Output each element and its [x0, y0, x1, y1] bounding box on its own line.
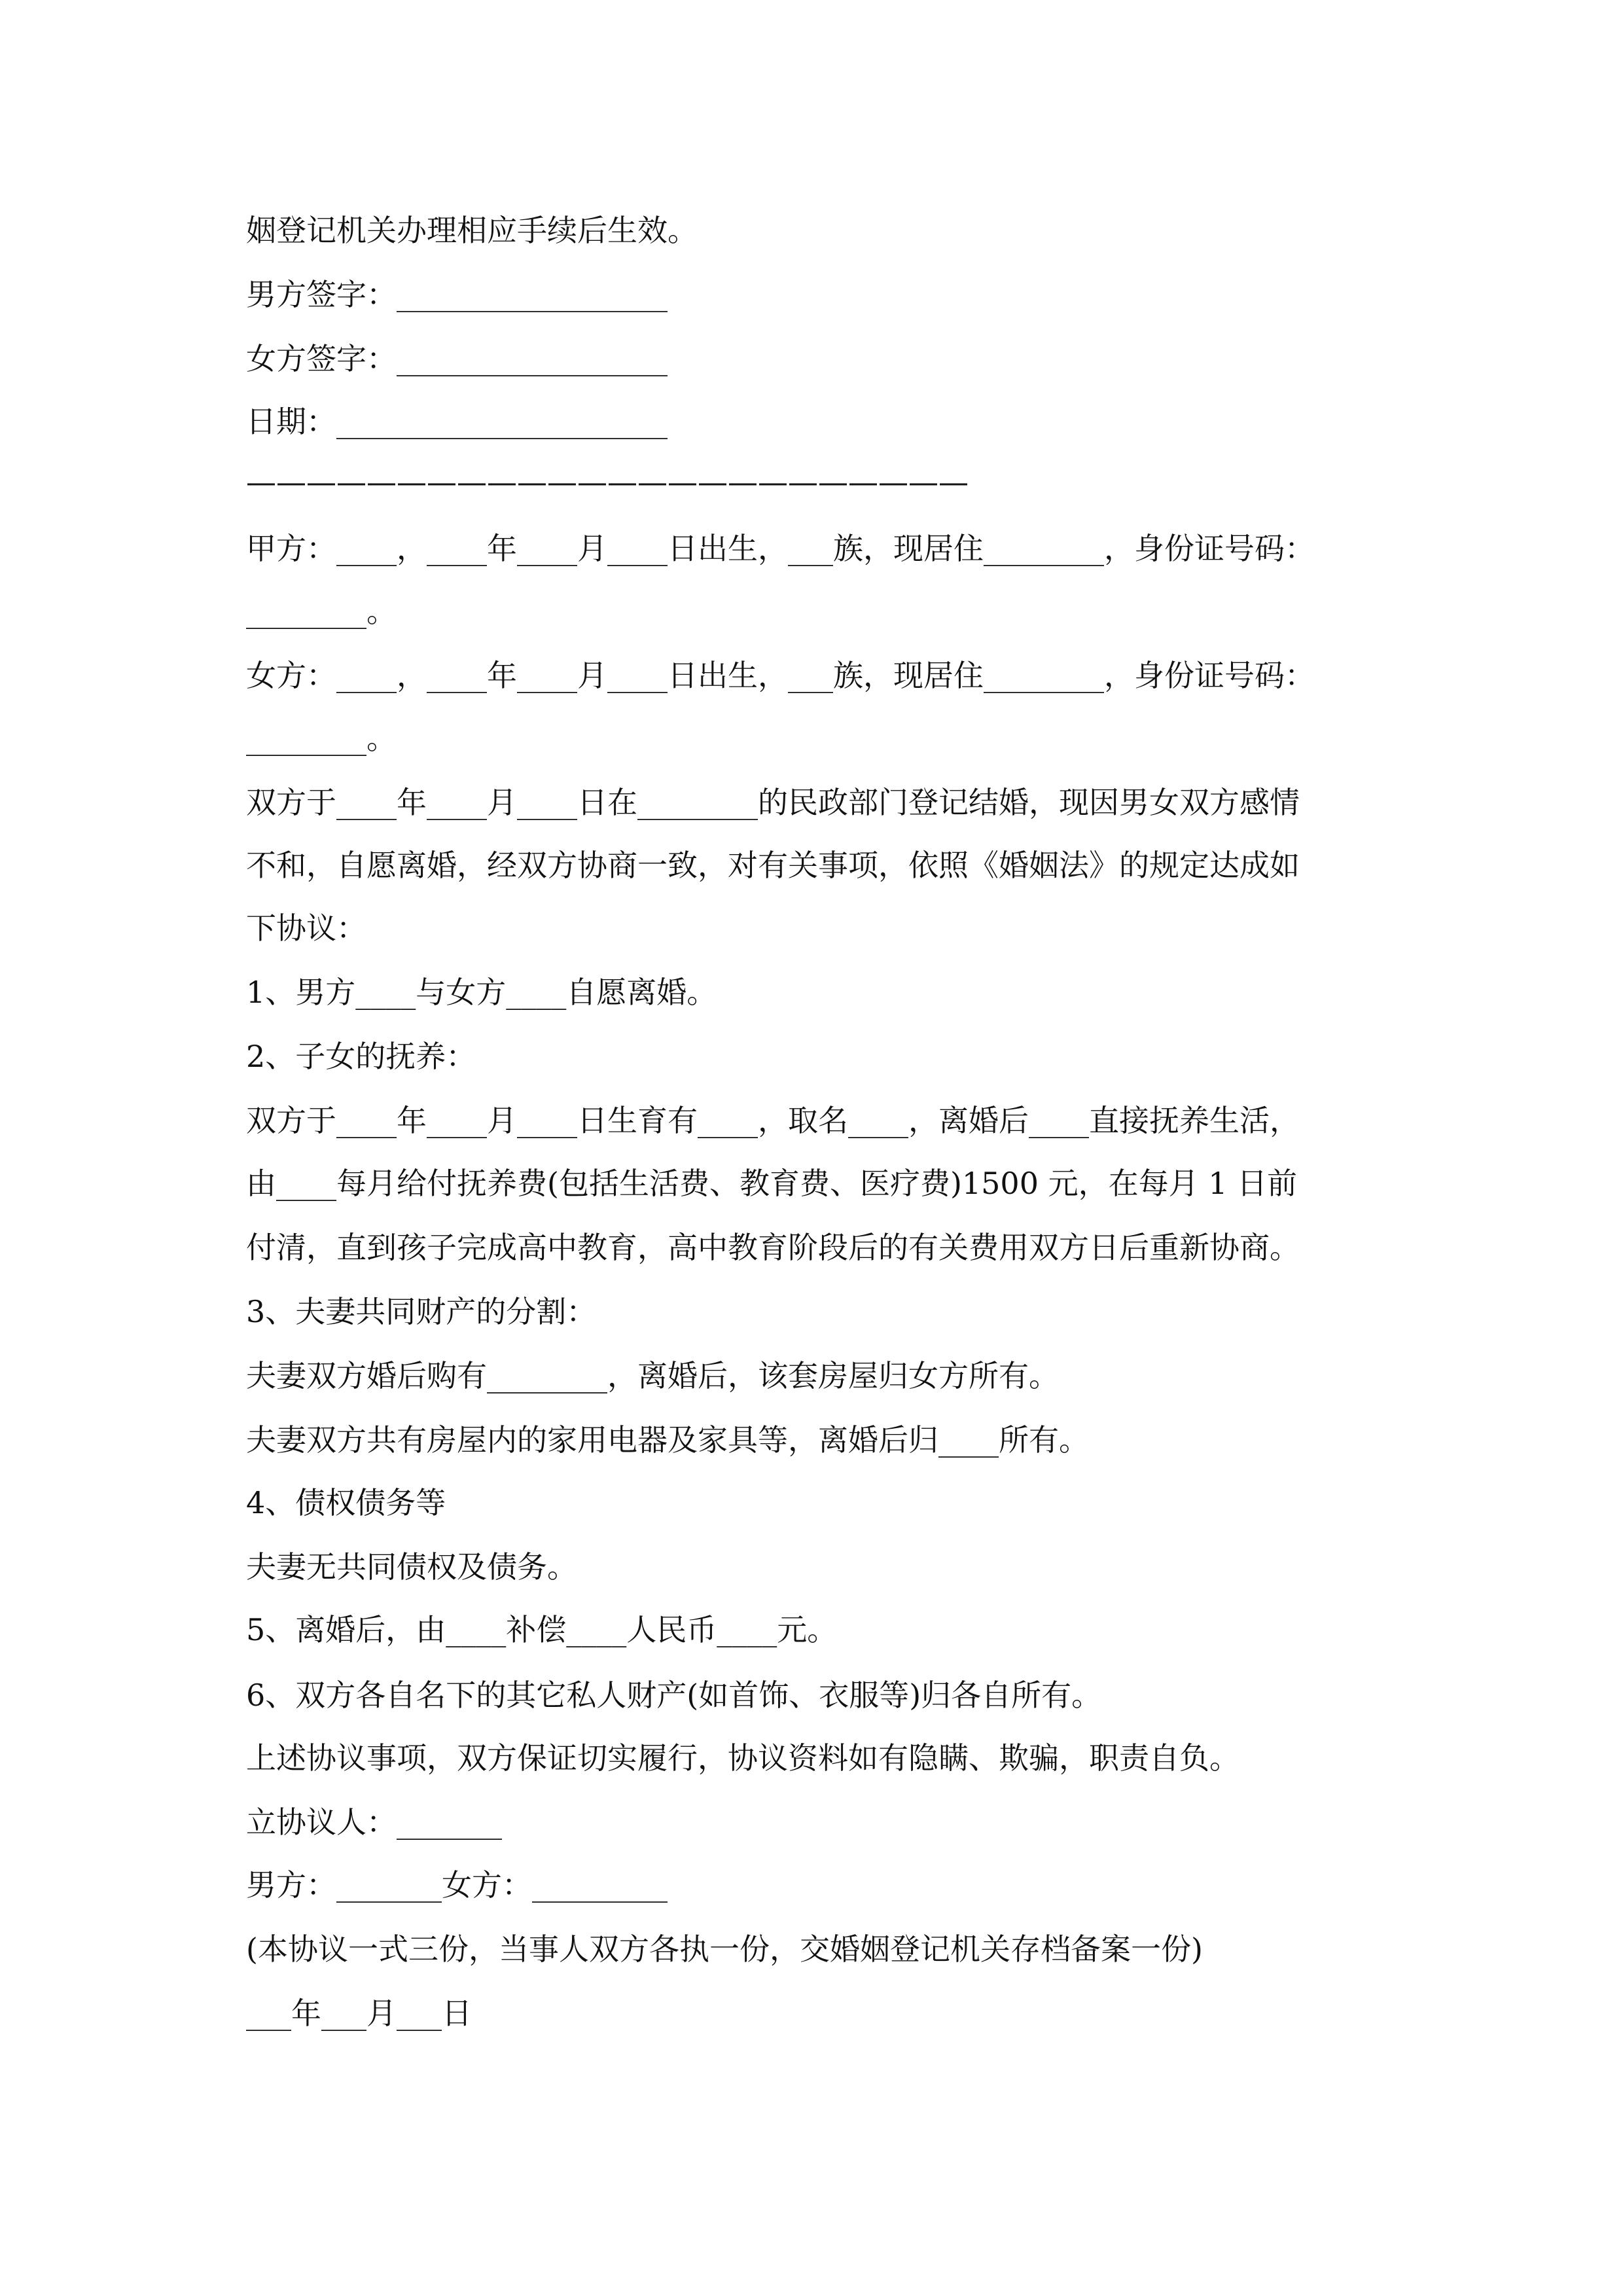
- party-a-info: 甲方：____，____年____月____日出生，___族，现居住________，身份证号码：: [246, 531, 1315, 566]
- male-signature-line: 男方签字：__________________: [246, 277, 668, 312]
- signatory-line: 立协议人：_______: [246, 1804, 502, 1840]
- clause-2-text: 双方于____年____月____日生育有____，取名____，离婚后____直接抚养生活，: [246, 1103, 1300, 1138]
- clause-5: 5、离婚后，由____补偿____人民币____元。: [246, 1612, 838, 1647]
- final-date-line: ___年___月___日: [246, 1996, 472, 2031]
- text-line: 姻登记机关办理相应手续后生效。: [246, 213, 698, 248]
- clause-1: 1、男方____与女方____自愿离婚。: [246, 975, 717, 1010]
- separator-line: ————————————————————————: [246, 464, 969, 499]
- clause-6: 6、双方各自名下的其它私人财产(如首饰、衣服等)归各自所有。: [246, 1677, 1102, 1713]
- clause-3-heading: 3、夫妻共同财产的分割：: [246, 1294, 597, 1329]
- party-a-id: ________。: [246, 594, 397, 629]
- clause-2-heading: 2、子女的抚养：: [246, 1039, 476, 1074]
- preamble-line: 下协议：: [246, 910, 366, 946]
- clause-3-text: 夫妻双方共有房屋内的家用电器及家具等，离婚后归____所有。: [246, 1422, 1089, 1458]
- parties-signature-line: 男方：_______女方：_________: [246, 1867, 668, 1903]
- date-line: 日期：______________________: [246, 404, 668, 439]
- copies-note: (本协议一式三份，当事人双方各执一份，交婚姻登记机关存档备案一份): [246, 1931, 1203, 1967]
- clause-3-text: 夫妻双方婚后购有________，离婚后，该套房屋归女方所有。: [246, 1358, 1059, 1393]
- party-b-info: 女方：____，____年____月____日出生，___族，现居住________，身份证号码：: [246, 658, 1315, 693]
- preamble-line: 不和，自愿离婚，经双方协商一致，对有关事项，依照《婚姻法》的规定达成如: [246, 848, 1300, 883]
- clause-2-text: 付清，直到孩子完成高中教育，高中教育阶段后的有关费用双方日后重新协商。: [246, 1230, 1300, 1265]
- party-b-id: ________。: [246, 721, 397, 756]
- commitment-line: 上述协议事项，双方保证切实履行，协议资料如有隐瞒、欺骗，职责自负。: [246, 1740, 1240, 1776]
- clause-4-text: 夫妻无共同债权及债务。: [246, 1549, 577, 1585]
- preamble-line: 双方于____年____月____日在________的民政部门登记结婚，现因男女双方感情: [246, 785, 1300, 820]
- clause-2-text: 由____每月给付抚养费(包括生活费、教育费、医疗费)1500 元，在每月 1 日前: [246, 1166, 1298, 1201]
- female-signature-line: 女方签字：__________________: [246, 341, 668, 376]
- clause-4-heading: 4、债权债务等: [246, 1485, 446, 1520]
